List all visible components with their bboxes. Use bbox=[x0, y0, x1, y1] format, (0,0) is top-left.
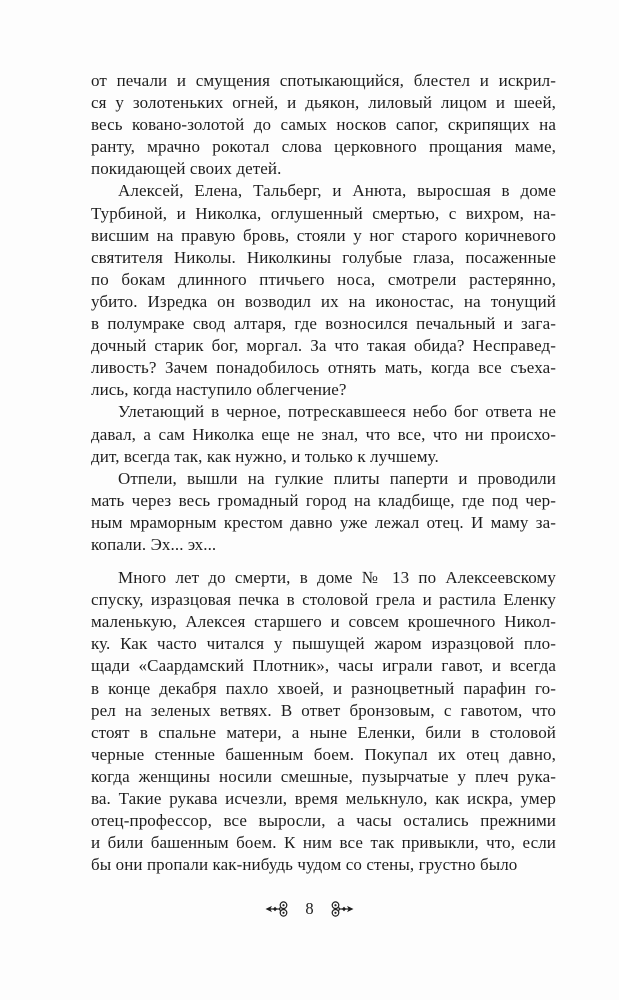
text-line: ранту, мрачно рокотал слова церковного прощания маме, bbox=[91, 137, 556, 157]
text-line: ся у золотеньких огней, и дьякон, лиловый лицом и шеей, bbox=[91, 93, 556, 113]
text-line: бы они пропали как-нибудь чудом со стены, грустно было bbox=[91, 855, 518, 875]
text-line: висшим на правую бровь, стояли у ног старого коричневого bbox=[91, 225, 556, 245]
text-line: давал, а сам Николка еще не знал, что все, что ни происхо- bbox=[91, 424, 556, 444]
text-line: в полумраке свод алтаря, где возносился печальный и зага- bbox=[91, 314, 556, 334]
text-line: и били башенным боем. К ним все так привыкли, что, если bbox=[91, 833, 556, 853]
text-line: дочный старик бог, моргал. За что такая обида? Несправед- bbox=[91, 336, 556, 356]
text-line: лись, когда наступило облегчение? bbox=[91, 380, 347, 400]
text-line: в конце декабря пахло хвоей, и разноцветный парафин го- bbox=[91, 678, 556, 698]
text-line: рел на зеленых ветвях. В ответ бронзовым, с гавотом, что bbox=[91, 700, 556, 720]
text-line: щади «Саардамский Плотник», часы играли гавот, и всегда bbox=[91, 656, 556, 676]
text-line: отец-профессор, все выросли, а часы остались прежними bbox=[91, 811, 556, 831]
text-line: копали. Эх... эх... bbox=[91, 534, 217, 554]
text-line: ливость? Зачем понадобилось отнять мать, когда все съеха- bbox=[91, 358, 556, 378]
page-footer bbox=[0, 895, 619, 923]
page-number: 8 bbox=[305, 898, 314, 918]
text-line: когда женщины носили смешные, пузырчатые у плеч рука- bbox=[91, 766, 556, 786]
text-line: святителя Николы. Николкины голубые глаза, посаженные bbox=[91, 247, 556, 267]
text-line: Отпели, вышли на гулкие плиты паперти и проводили bbox=[118, 468, 556, 488]
paragraph bbox=[91, 567, 556, 876]
paragraph bbox=[91, 468, 556, 556]
page-text bbox=[91, 70, 556, 876]
text-line: мать через весь громадный город на кладбище, где под чер- bbox=[91, 490, 556, 510]
text-line: ва. Такие рукава исчезли, время мелькнуло, как искра, умер bbox=[91, 789, 556, 808]
text-line: стоят в спальне матери, а ныне Еленки, били в столовой bbox=[91, 722, 556, 742]
text-line: покидающей своих детей. bbox=[91, 159, 282, 179]
text-line: от печали и смущения спотыкающийся, блестел и искрил- bbox=[91, 71, 556, 90]
text-line: черные стенные башенным боем. Покупал их отец давно, bbox=[91, 744, 556, 764]
text-line: весь ковано-золотой до самых носков сапог, скрипящих на bbox=[91, 115, 556, 135]
text-line: Алексей, Елена, Тальберг, и Анюта, выросшая в доме bbox=[118, 181, 556, 201]
paragraph bbox=[91, 70, 556, 180]
text-line: спуску, изразцовая печка в столовой грела и растила Еленку bbox=[91, 590, 556, 610]
text-line: дит, всегда так, как нужно, и только к лучшему. bbox=[91, 446, 439, 466]
text-line: убито. Изредка он возводил их на иконостас, на тонущий bbox=[91, 291, 556, 311]
text-line: Много лет до смерти, в доме № 13 по Алексеевскому bbox=[118, 568, 556, 588]
text-line: Улетающий в черное, потрескавшееся небо бог ответа не bbox=[118, 402, 556, 422]
text-line: ку. Как часто читался у пышущей жаром изразцовой пло- bbox=[91, 634, 556, 654]
text-line: маленькую, Алексея старшего и совсем крошечного Никол- bbox=[91, 612, 556, 632]
fleuron-arrow-left-icon bbox=[265, 900, 291, 918]
paragraph bbox=[91, 180, 556, 401]
text-line: Турбиной, и Николка, оглушенный смертью, с вихром, на- bbox=[91, 203, 556, 223]
text-line: ным мраморным крестом давно уже лежал отец. И маму за- bbox=[91, 512, 556, 532]
fleuron-arrow-right-icon bbox=[328, 900, 354, 918]
text-line: по бокам длинного птичьего носа, смотрели растерянно, bbox=[91, 269, 556, 289]
paragraph bbox=[91, 401, 556, 467]
